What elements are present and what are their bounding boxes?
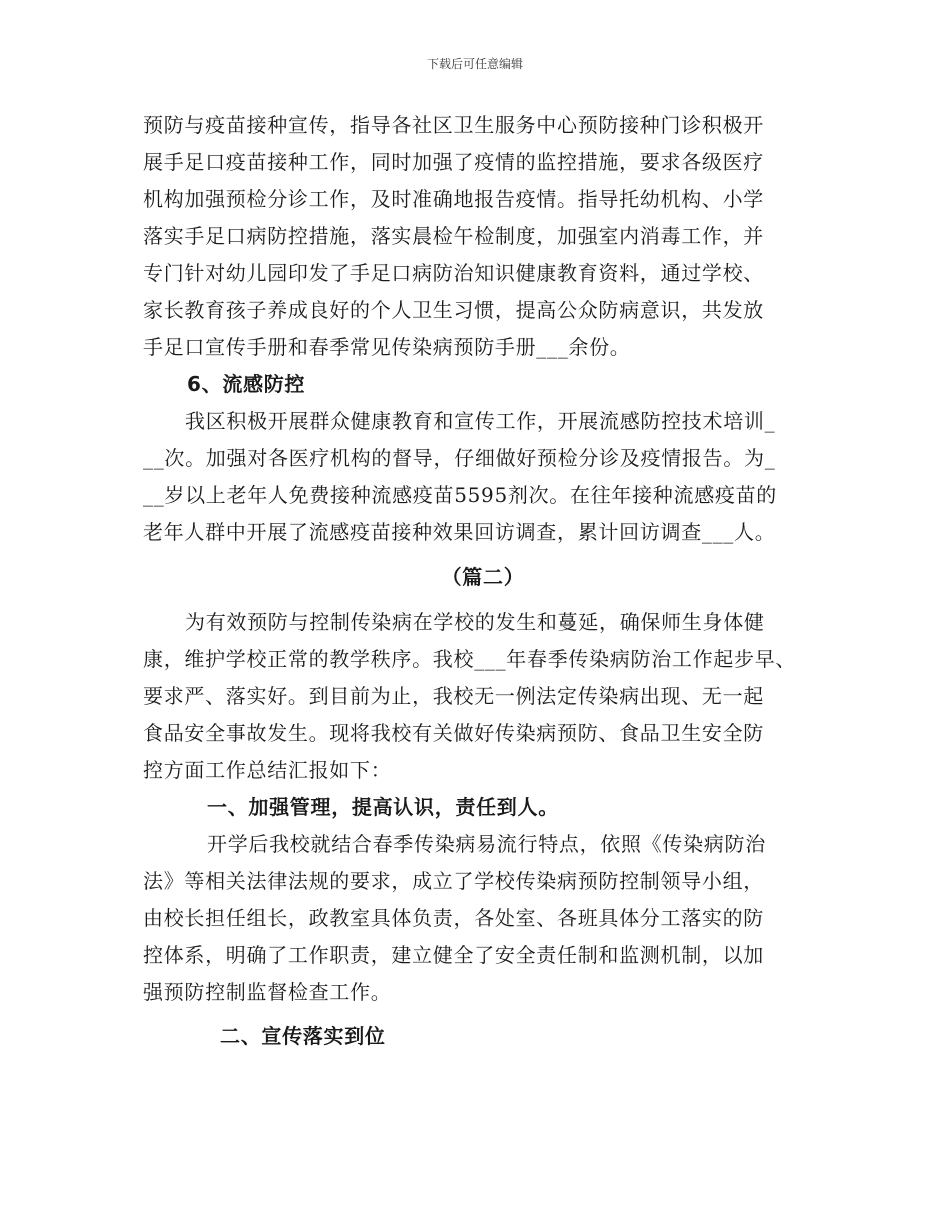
body-line: 手足口宣传手册和春季常见传染病预防手册___余份。	[143, 335, 631, 359]
body-line: 由校长担任组长，政教室具体负责，各处室、各班具体分工落实的防	[143, 906, 764, 930]
body-line: __岁以上老年人免费接种流感疫苗5595剂次。在往年接种流感疫苗的	[143, 483, 777, 507]
body-line: 我区积极开展群众健康教育和宣传工作，开展流感防控技术培训_	[185, 409, 776, 433]
body-line: 康，维护学校正常的教学秩序。我校___年春季传染病防治工作起步早、	[143, 647, 797, 671]
body-line: 老年人群中开展了流感疫苗接种效果回访调查，累计回访调查___人。	[143, 520, 776, 544]
section-heading-management: 一、加强管理，提高认识，责任到人。	[207, 795, 559, 819]
body-line: 法》等相关法律法规的要求，成立了学校传染病预防控制领导小组，	[143, 869, 764, 893]
section-heading-publicity: 二、宣传落实到位	[220, 1024, 386, 1048]
body-line: __次。加强对各医疗机构的督导，仔细做好预检分诊及疫情报告。为_	[143, 446, 776, 470]
body-line: 开学后我校就结合春季传染病易流行特点，依照《传染病防治	[207, 832, 766, 856]
body-line: 食品安全事故发生。现将我校有关做好传染病预防、食品卫生安全防	[143, 721, 764, 745]
body-line: 展手足口疫苗接种工作，同时加强了疫情的监控措施，要求各级医疗	[143, 150, 764, 174]
body-line: 落实手足口病防控措施，落实晨检午检制度，加强室内消毒工作，并	[143, 224, 764, 248]
body-line: 要求严、落实好。到目前为止，我校无一例法定传染病出现、无一起	[143, 684, 764, 708]
body-line: 控体系，明确了工作职责，建立健全了安全责任制和监测机制，以加	[143, 943, 764, 967]
page-header: 下载后可任意编辑	[426, 57, 523, 71]
body-line: 机构加强预检分诊工作，及时准确地报告疫情。指导托幼机构、小学	[143, 187, 764, 211]
part-two-title: （篇二）	[441, 565, 525, 589]
body-line: 控方面工作总结汇报如下：	[143, 758, 392, 782]
body-line: 强预防控制监督检查工作。	[143, 980, 392, 1004]
body-line: 家长教育孩子养成良好的个人卫生习惯，提高公众防病意识，共发放	[143, 298, 764, 322]
body-line: 专门针对幼儿园印发了手足口病防治知识健康教育资料，通过学校、	[143, 261, 764, 285]
section-heading-flu-control: 6、流感防控	[187, 372, 306, 396]
document-body	[143, 107, 823, 1055]
body-line: 预防与疫苗接种宣传，指导各社区卫生服务中心预防接种门诊积极开	[143, 113, 764, 137]
body-line: 为有效预防与控制传染病在学校的发生和蔓延，确保师生身体健	[185, 610, 765, 634]
